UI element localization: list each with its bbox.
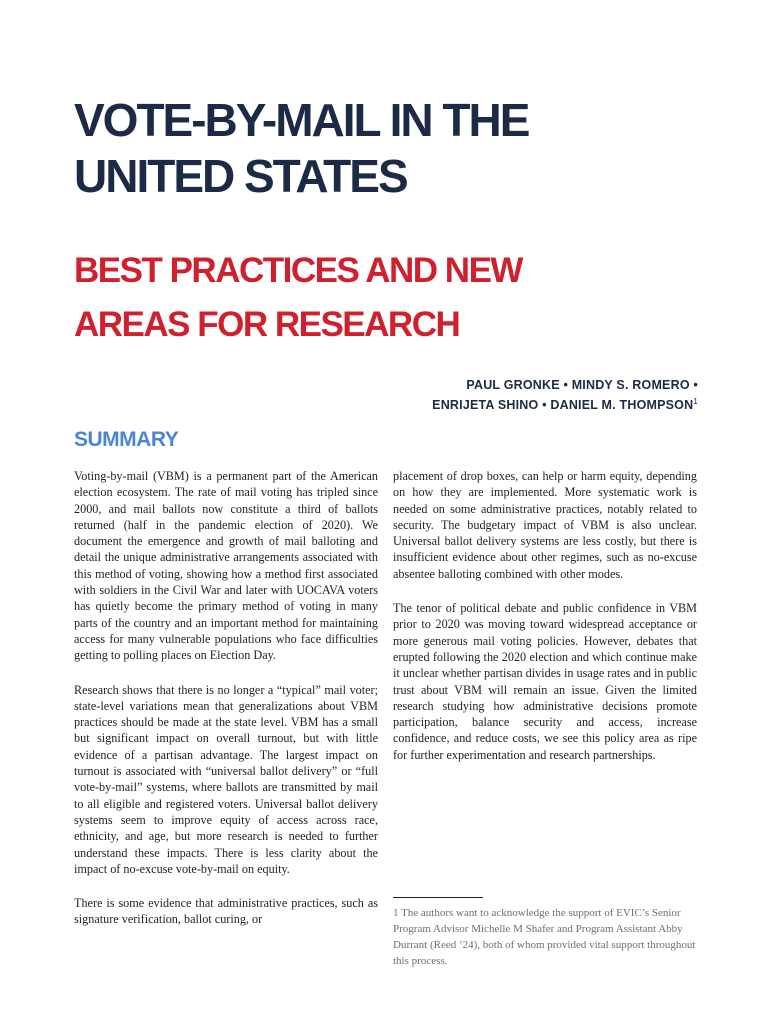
body-paragraph: There is some evidence that administrative practices, such as signature verification, ballot curing, or xyxy=(74,896,378,927)
footnote-divider xyxy=(393,897,483,898)
body-column-left xyxy=(74,468,378,946)
title-line-1: VOTE-BY-MAIL IN THE xyxy=(74,94,529,146)
document-title xyxy=(74,92,714,204)
author-line-2: ENRIJETA SHINO • DANIEL M. THOMPSON xyxy=(432,398,694,412)
subtitle-line-2: AREAS FOR RESEARCH xyxy=(74,305,460,344)
body-column-right xyxy=(393,468,697,781)
document-subtitle xyxy=(74,244,714,352)
author-list xyxy=(278,375,698,415)
footnote-number: 1 xyxy=(393,907,399,919)
footnote xyxy=(393,905,697,969)
author-line-1: PAUL GRONKE • MINDY S. ROMERO • xyxy=(466,378,698,392)
body-paragraph: placement of drop boxes, can help or harm equity, depending on how they are implemented. More systematic work is needed on some administrative practices, notably related to security. The budgetary impact of VBM is also unclear. Universal ballot delivery systems are less costly, but there is insufficient evidence about other regimes, such as no-excuse absentee balloting combined with other modes. xyxy=(393,469,697,581)
title-line-2: UNITED STATES xyxy=(74,150,407,202)
author-footnote-marker: 1 xyxy=(693,396,698,406)
body-paragraph: The tenor of political debate and public confidence in VBM prior to 2020 was moving toward widespread acceptance or more generous mail voting policies. However, debates that erupted following the 2020 election and which continue make it unclear whether partisan divides in usage rates and in public trust about VBM will remain an issue. Given the limited research studying how administrative decisions promote participation, balance security and access, increase confidence, and reduce costs, we see this policy area as ripe for further experimentation and research partnerships. xyxy=(393,601,697,762)
body-paragraph: Voting-by-mail (VBM) is a permanent part of the American election ecosystem. The rate of mail voting has tripled since 2000, and mail ballots now constitute a third of ballots returned (half in the pandemic election of 2020). We document the emergence and growth of mail balloting and detail the unique administrative arrangements associated with this method of voting, showing how a method first associated with soldiers in the Civil War and later with UOCAVA voters has quietly become the primary method of voting in many parts of the country and an important method for maintaining access for many vulnerable populations who face difficulties getting to polling places on Election Day. xyxy=(74,469,378,663)
footnote-text: The authors want to acknowledge the support of EVIC’s Senior Program Advisor Michelle M Shafer and Program Assistant Abby Durrant (Reed ’24), both of whom provided vital support throughout this process. xyxy=(393,907,696,967)
subtitle-line-1: BEST PRACTICES AND NEW xyxy=(74,251,522,290)
summary-heading: SUMMARY xyxy=(74,428,179,451)
body-paragraph: Research shows that there is no longer a “typical” mail voter; state-level variations mean that generalizations about VBM practices should be made at the state level. VBM has a small but significant impact on overall turnout, but with little evidence of a partisan advantage. The largest impact on turnout is associated with “universal ballot delivery” or “full vote-by-mail” systems, where ballots are transmitted by mail to all eligible and registered voters. Universal ballot delivery systems seem to improve equity of access across race, ethnicity, and age, but more research is needed to further understand these impacts. There is less clarity about the impact of no-excuse vote-by-mail on equity. xyxy=(74,682,378,876)
